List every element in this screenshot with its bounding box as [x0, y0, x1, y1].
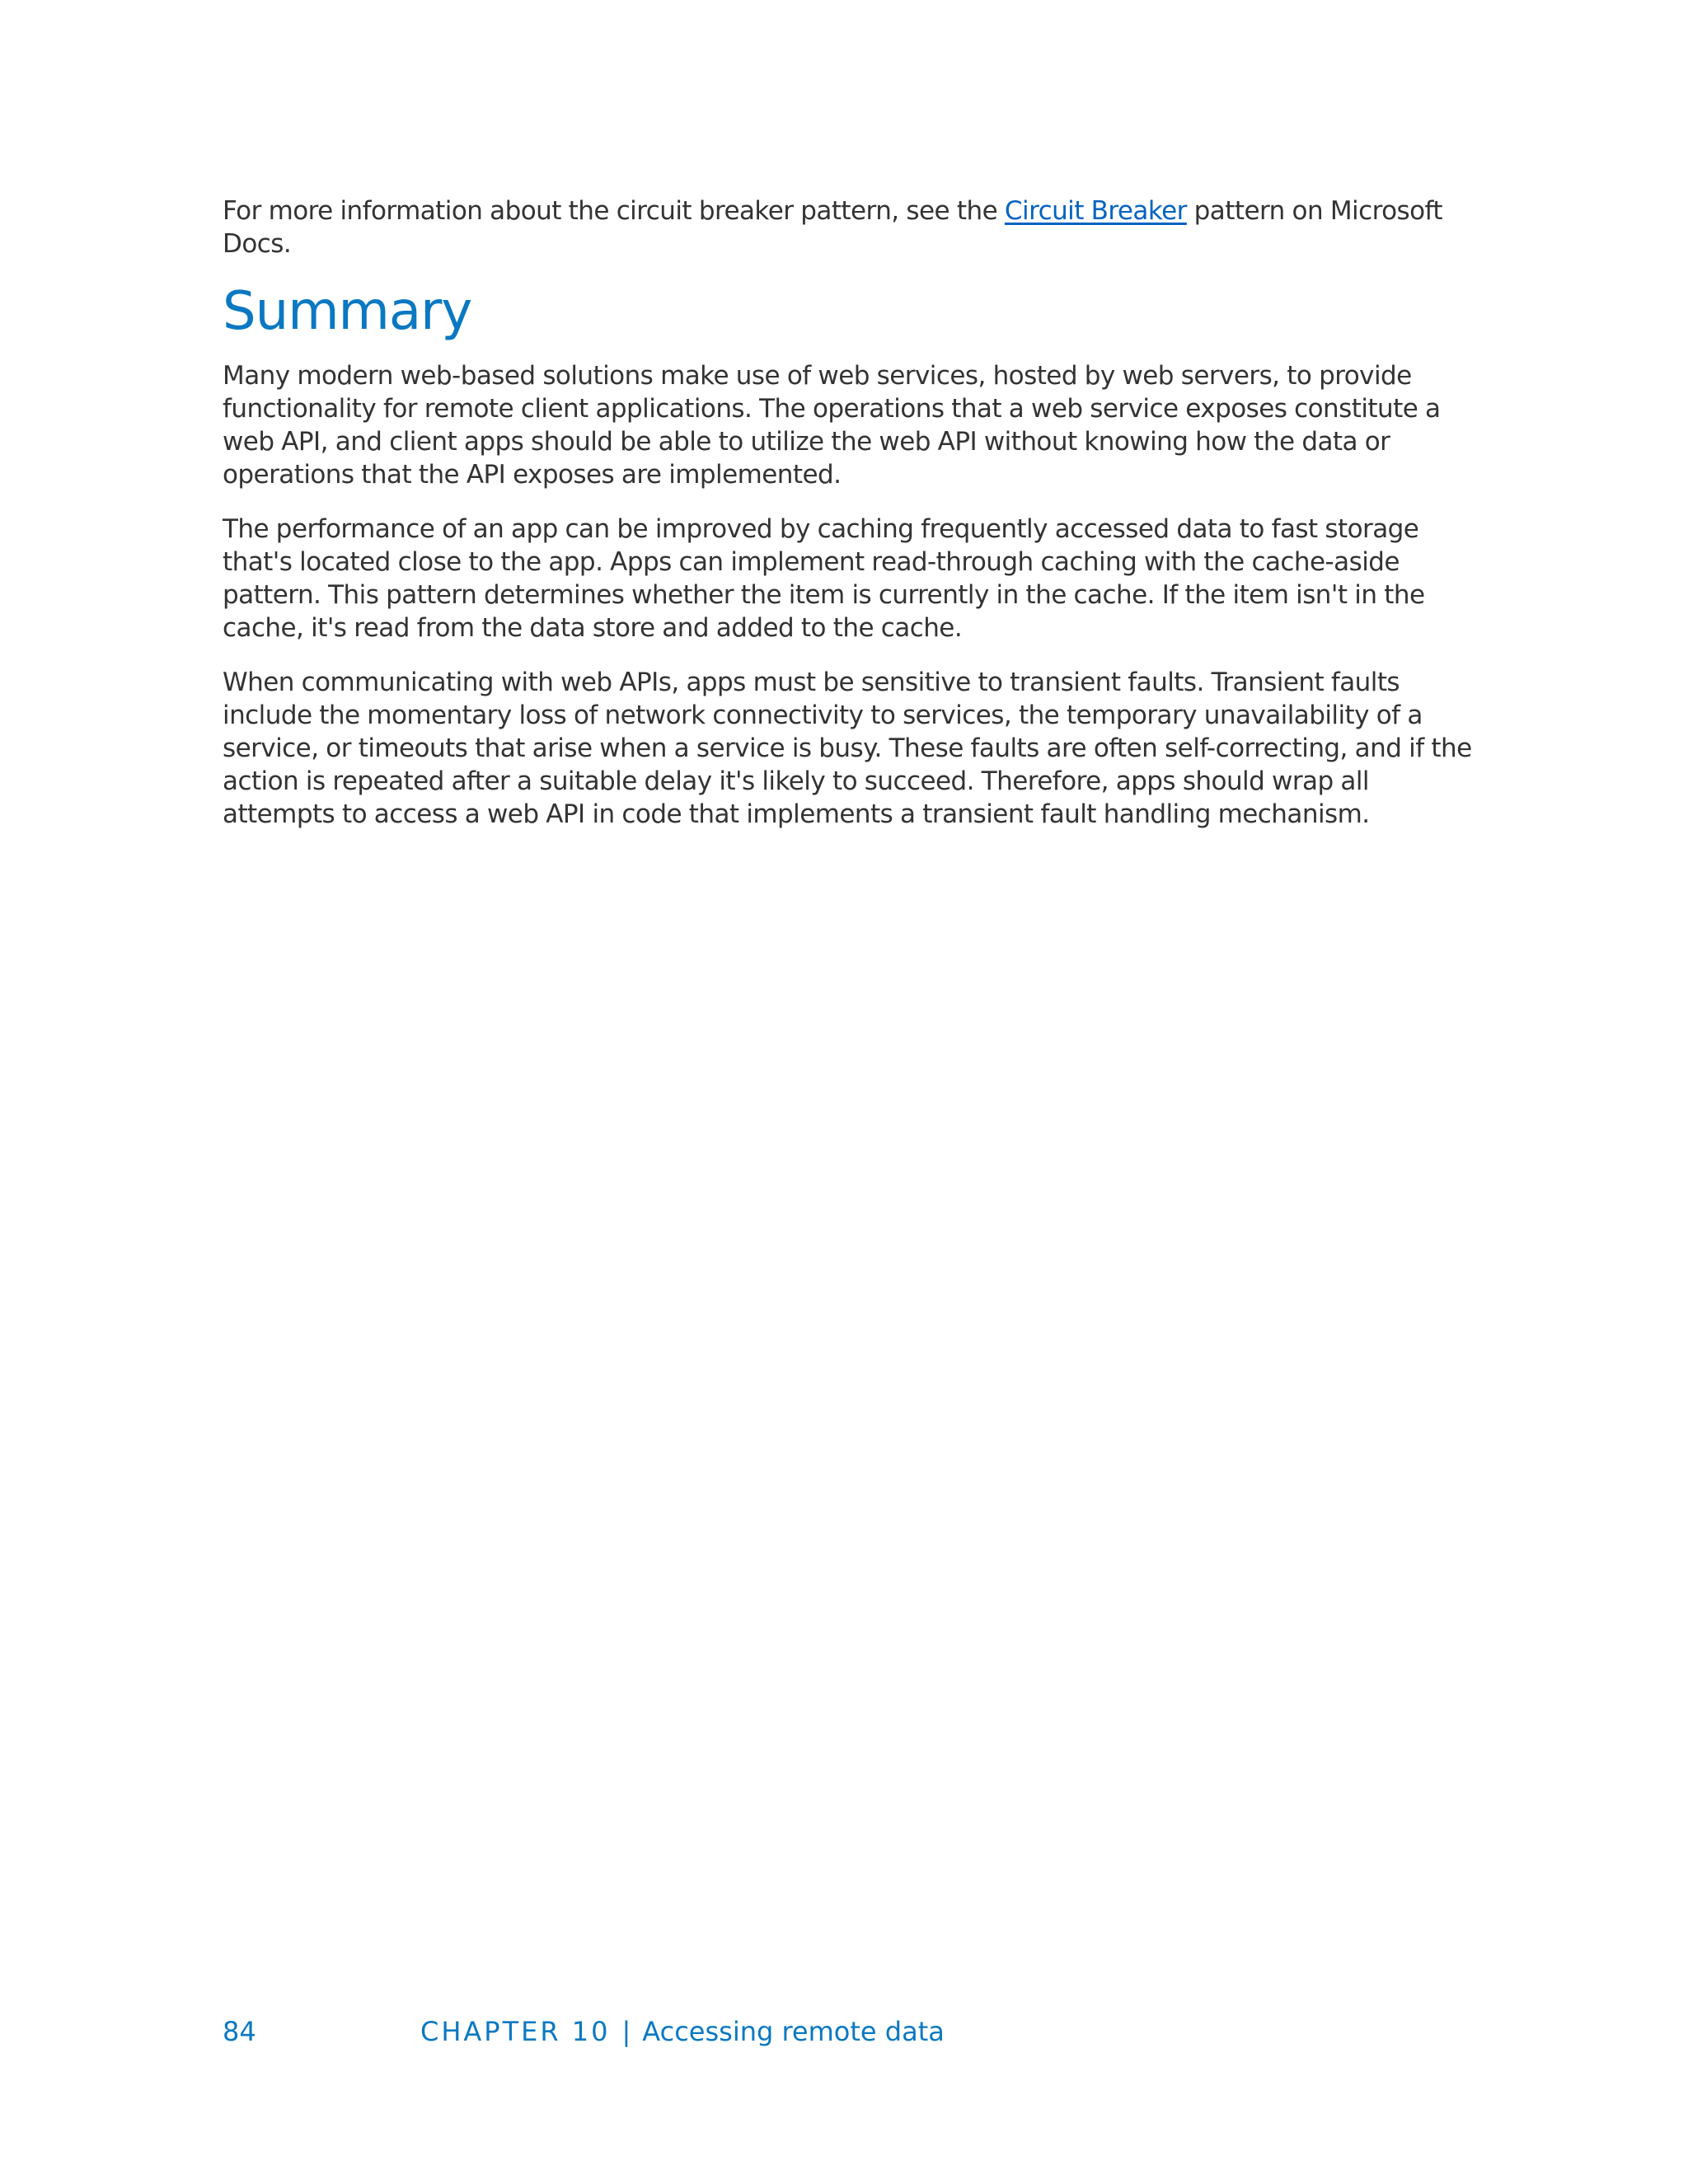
- chapter-title: Accessing remote data: [642, 2016, 945, 2047]
- page-footer: [223, 2013, 1475, 2050]
- summary-paragraph-1: Many modern web-based solutions make use of web services, hosted by web servers, to provide functionality for remote client applications. The operations that a web service exposes constitute a web API, and client apps should be able to utilize the web API without knowing how the data or operations that the API exposes are implemented.: [223, 361, 1441, 490]
- page-content: [223, 194, 1475, 852]
- page-number: 84: [223, 2016, 256, 2047]
- circuit-breaker-link[interactable]: Circuit Breaker: [1004, 196, 1187, 226]
- summary-heading: Summary: [223, 281, 472, 342]
- summary-paragraph-2: The performance of an app can be improved by caching frequently accessed data to fast storage that's located close to the app. Apps can implement read-through caching with the cache-aside pattern. This pattern determines whether the item is currently in the cache. If the item isn't in the cache, it's read from the data store and added to the cache.: [223, 514, 1425, 643]
- footer-separator: |: [621, 2016, 631, 2047]
- chapter-label: CHAPTER 10: [420, 2016, 611, 2047]
- summary-paragraph-3: When communicating with web APIs, apps must be sensitive to transient faults. Transient faults include the momentary loss of network connectivity to services, the temporary unavailability of a service, or timeouts that arise when a service is busy. These faults are often self-correcting, and if the action is repeated after a suitable delay it's likely to succeed. Therefore, apps should wrap all attempts to access a web API in code that implements a transient fault handling mechanism.: [223, 668, 1472, 829]
- intro-paragraph: [223, 194, 1475, 260]
- intro-text-after: pattern on Microsoft Docs.: [223, 196, 1442, 259]
- intro-text-before: For more information about the circuit breaker pattern, see the: [223, 196, 1005, 226]
- chapter-info: [420, 2013, 945, 2050]
